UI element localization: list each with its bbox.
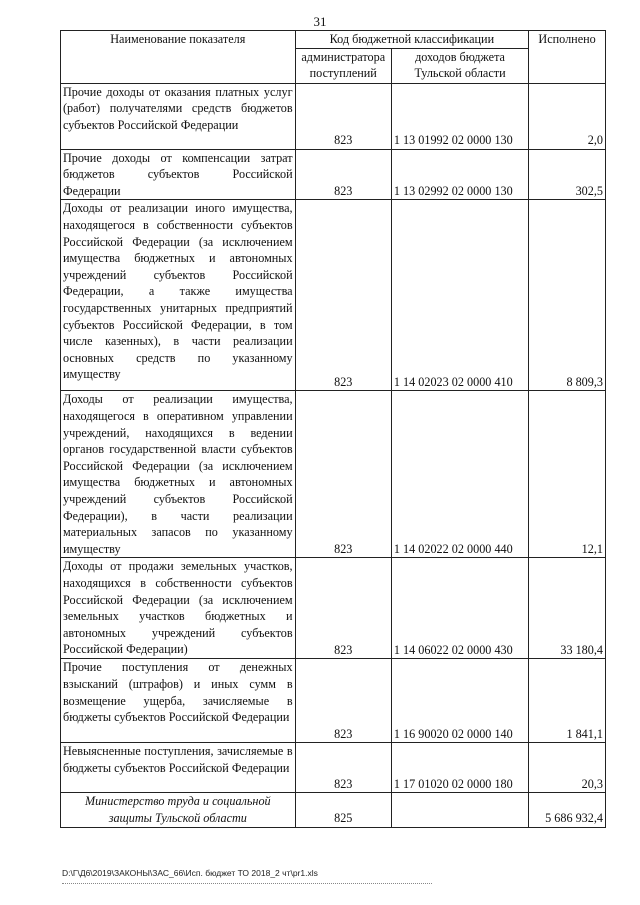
- footer-file-path: D:\Г\Д6\2019\ЗАКОНЫ\ЗАС_66\Исп. бюджет ТО 2018_2 чт\pr1.xls: [62, 868, 318, 878]
- row-done: 2,0: [529, 83, 606, 149]
- row-name: Невыясненные поступления, зачисляемые в бюджеты субъектов Российской Федерации: [61, 743, 296, 793]
- header-code-group: Код бюджетной классификации: [295, 31, 529, 49]
- row-name: Прочие доходы от оказания платных услуг (работ) получателями средств бюджетов субъектов Российской Федерации: [61, 83, 296, 149]
- row-code: 1 13 02992 02 0000 130: [391, 149, 528, 200]
- row-code: 1 13 01992 02 0000 130: [391, 83, 528, 149]
- budget-revenue-table: [60, 30, 606, 828]
- ministry-row: [61, 793, 606, 827]
- table-row: [61, 391, 606, 558]
- ministry-admin: 825: [295, 793, 391, 827]
- row-done: 33 180,4: [529, 558, 606, 659]
- header-name: Наименование показателя: [61, 31, 296, 84]
- table-row: [61, 149, 606, 200]
- ministry-done: 5 686 932,4: [529, 793, 606, 827]
- row-code: 1 17 01020 02 0000 180: [391, 743, 528, 793]
- row-code: 1 14 06022 02 0000 430: [391, 558, 528, 659]
- row-name: Доходы от реализации имущества, находящегося в оперативном управлении учреждений, находящихся в ведении органов государственной власти субъектов Российской Федерации (за исключением имущества бюджетных и автономных учреждений субъектов Российской Федерации), в части реализации материальных запасов по указанному имуществу: [61, 391, 296, 558]
- page-number: 31: [313, 14, 327, 29]
- footer-divider: [62, 883, 432, 884]
- row-admin: 823: [295, 149, 391, 200]
- table-row: [61, 83, 606, 149]
- row-name: Доходы от реализации иного имущества, находящегося в собственности субъектов Российской Федерации (за исключением имущества бюджетных и автономных учреждений субъектов Российской Федерации, а также имущества государственных унитарных предприятий субъектов Российской Федерации, в том числе казенных), в части реализации основных средств по указанному имуществу: [61, 200, 296, 391]
- row-done: 1 841,1: [529, 659, 606, 743]
- row-code: 1 14 02022 02 0000 440: [391, 391, 528, 558]
- header-admin: администратора поступлений: [295, 48, 391, 83]
- header-revenue: доходов бюджета Тульской области: [391, 48, 528, 83]
- table-row: [61, 558, 606, 659]
- header-done: Исполнено: [529, 31, 606, 84]
- row-admin: 823: [295, 659, 391, 743]
- row-admin: 823: [295, 83, 391, 149]
- row-name: Прочие поступления от денежных взысканий (штрафов) и иных сумм в возмещение ущерба, зачисляемые в бюджеты субъектов Российской Федерации: [61, 659, 296, 743]
- row-admin: 823: [295, 743, 391, 793]
- row-admin: 823: [295, 558, 391, 659]
- row-code: 1 16 90020 02 0000 140: [391, 659, 528, 743]
- row-code: 1 14 02023 02 0000 410: [391, 200, 528, 391]
- table-row: [61, 200, 606, 391]
- row-done: 302,5: [529, 149, 606, 200]
- table-row: [61, 743, 606, 793]
- row-done: 20,3: [529, 743, 606, 793]
- ministry-code: [391, 793, 528, 827]
- ministry-name: Министерство труда и социальной защиты Тульской области: [61, 793, 296, 827]
- row-done: 12,1: [529, 391, 606, 558]
- table-row: [61, 659, 606, 743]
- row-name: Прочие доходы от компенсации затрат бюджетов субъектов Российской Федерации: [61, 149, 296, 200]
- row-admin: 823: [295, 200, 391, 391]
- row-name: Доходы от продажи земельных участков, находящихся в собственности субъектов Российской Федерации (за исключением земельных участков бюджетных и автономных учреждений субъектов Российской Федерации): [61, 558, 296, 659]
- row-admin: 823: [295, 391, 391, 558]
- row-done: 8 809,3: [529, 200, 606, 391]
